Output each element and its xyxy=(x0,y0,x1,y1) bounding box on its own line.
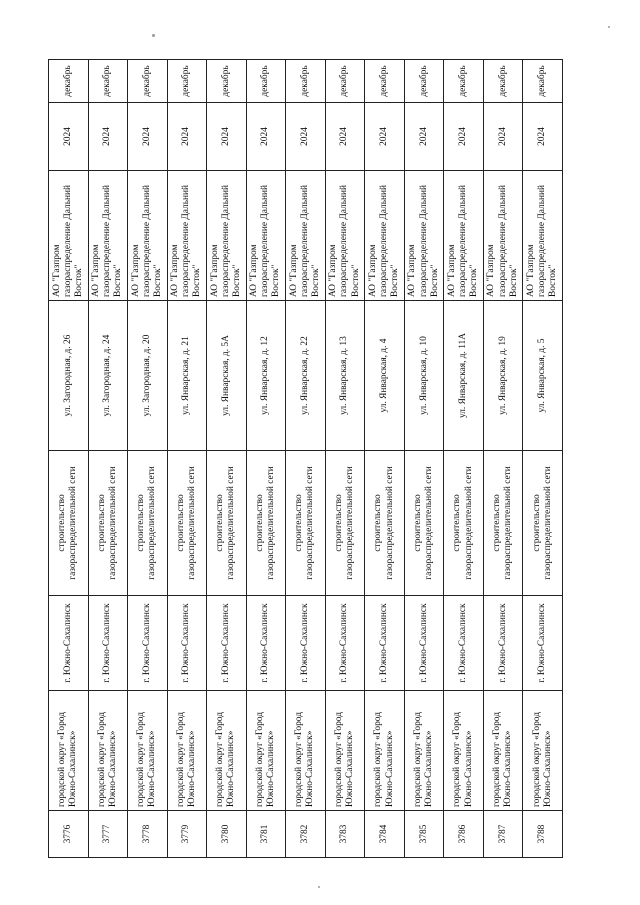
row-number-cell: 3777 xyxy=(88,811,128,858)
work-type-cell: строительство газораспределительной сети xyxy=(286,451,326,596)
month-cell: декабрь xyxy=(49,60,89,103)
table-row xyxy=(88,60,128,858)
month-cell: декабрь xyxy=(128,60,168,103)
year-cell: 2024 xyxy=(444,103,484,171)
district-cell: городской округ «Город Южно-Сахалинск» xyxy=(128,691,168,811)
month-cell: декабрь xyxy=(483,60,523,103)
work-type-cell: строительство газораспределительной сети xyxy=(365,451,405,596)
month-cell: декабрь xyxy=(286,60,326,103)
year-cell: 2024 xyxy=(207,103,247,171)
address-cell: ул. Загородная, д. 24 xyxy=(88,301,128,451)
rotated-table-container xyxy=(48,60,562,858)
address-cell: ул. Январская, д. 4 xyxy=(365,301,405,451)
table-row xyxy=(325,60,365,858)
table-body xyxy=(49,60,563,858)
district-cell: городской округ «Город Южно-Сахалинск» xyxy=(49,691,89,811)
address-cell: ул. Январская, д. 11А xyxy=(444,301,484,451)
organization-cell: АО "Газпром газораспределение Дальний Восток" xyxy=(246,171,286,301)
row-number-cell: 3786 xyxy=(444,811,484,858)
district-cell: городской округ «Город Южно-Сахалинск» xyxy=(404,691,444,811)
row-number-cell: 3776 xyxy=(49,811,89,858)
locality-cell: г. Южно-Сахалинск xyxy=(286,596,326,691)
month-cell: декабрь xyxy=(207,60,247,103)
district-cell: городской округ «Город Южно-Сахалинск» xyxy=(88,691,128,811)
month-cell: декабрь xyxy=(523,60,563,103)
locality-cell: г. Южно-Сахалинск xyxy=(523,596,563,691)
locality-cell: г. Южно-Сахалинск xyxy=(325,596,365,691)
year-cell: 2024 xyxy=(404,103,444,171)
district-cell: городской округ «Город Южно-Сахалинск» xyxy=(325,691,365,811)
gasification-schedule-table xyxy=(48,59,563,858)
month-cell: декабрь xyxy=(404,60,444,103)
locality-cell: г. Южно-Сахалинск xyxy=(207,596,247,691)
locality-cell: г. Южно-Сахалинск xyxy=(167,596,207,691)
scan-speck xyxy=(152,34,155,37)
table-row xyxy=(444,60,484,858)
work-type-cell: строительство газораспределительной сети xyxy=(246,451,286,596)
locality-cell: г. Южно-Сахалинск xyxy=(246,596,286,691)
row-number-cell: 3779 xyxy=(167,811,207,858)
work-type-cell: строительство газораспределительной сети xyxy=(325,451,365,596)
organization-cell: АО "Газпром газораспределение Дальний Восток" xyxy=(49,171,89,301)
row-number-cell: 3778 xyxy=(128,811,168,858)
year-cell: 2024 xyxy=(246,103,286,171)
organization-cell: АО "Газпром газораспределение Дальний Восток" xyxy=(523,171,563,301)
year-cell: 2024 xyxy=(286,103,326,171)
locality-cell: г. Южно-Сахалинск xyxy=(483,596,523,691)
work-type-cell: строительство газораспределительной сети xyxy=(483,451,523,596)
district-cell: городской округ «Город Южно-Сахалинск» xyxy=(365,691,405,811)
locality-cell: г. Южно-Сахалинск xyxy=(404,596,444,691)
month-cell: декабрь xyxy=(444,60,484,103)
organization-cell: АО "Газпром газораспределение Дальний Восток" xyxy=(365,171,405,301)
locality-cell: г. Южно-Сахалинск xyxy=(365,596,405,691)
locality-cell: г. Южно-Сахалинск xyxy=(444,596,484,691)
address-cell: ул. Январская, д. 21 xyxy=(167,301,207,451)
locality-cell: г. Южно-Сахалинск xyxy=(128,596,168,691)
year-cell: 2024 xyxy=(325,103,365,171)
year-cell: 2024 xyxy=(365,103,405,171)
month-cell: декабрь xyxy=(167,60,207,103)
address-cell: ул. Январская, д. 12 xyxy=(246,301,286,451)
work-type-cell: строительство газораспределительной сети xyxy=(167,451,207,596)
organization-cell: АО "Газпром газораспределение Дальний Восток" xyxy=(325,171,365,301)
row-number-cell: 3781 xyxy=(246,811,286,858)
address-cell: ул. Январская, д. 5 xyxy=(523,301,563,451)
table-row xyxy=(207,60,247,858)
month-cell: декабрь xyxy=(88,60,128,103)
organization-cell: АО "Газпром газораспределение Дальний Восток" xyxy=(88,171,128,301)
month-cell: декабрь xyxy=(365,60,405,103)
year-cell: 2024 xyxy=(49,103,89,171)
organization-cell: АО "Газпром газораспределение Дальний Восток" xyxy=(286,171,326,301)
organization-cell: АО "Газпром газораспределение Дальний Восток" xyxy=(404,171,444,301)
row-number-cell: 3784 xyxy=(365,811,405,858)
row-number-cell: 3780 xyxy=(207,811,247,858)
scan-speck xyxy=(608,26,610,28)
organization-cell: АО "Газпром газораспределение Дальний Восток" xyxy=(483,171,523,301)
address-cell: ул. Загородная, д. 20 xyxy=(128,301,168,451)
work-type-cell: строительство газораспределительной сети xyxy=(88,451,128,596)
district-cell: городской округ «Город Южно-Сахалинск» xyxy=(444,691,484,811)
address-cell: ул. Загородная, д. 26 xyxy=(49,301,89,451)
locality-cell: г. Южно-Сахалинск xyxy=(88,596,128,691)
district-cell: городской округ «Город Южно-Сахалинск» xyxy=(483,691,523,811)
organization-cell: АО "Газпром газораспределение Дальний Восток" xyxy=(444,171,484,301)
table-row xyxy=(128,60,168,858)
organization-cell: АО "Газпром газораспределение Дальний Восток" xyxy=(167,171,207,301)
district-cell: городской округ «Город Южно-Сахалинск» xyxy=(523,691,563,811)
district-cell: городской округ «Город Южно-Сахалинск» xyxy=(246,691,286,811)
row-number-cell: 3787 xyxy=(483,811,523,858)
address-cell: ул. Январская, д. 19 xyxy=(483,301,523,451)
year-cell: 2024 xyxy=(88,103,128,171)
work-type-cell: строительство газораспределительной сети xyxy=(404,451,444,596)
row-number-cell: 3785 xyxy=(404,811,444,858)
address-cell: ул. Январская, д. 5А xyxy=(207,301,247,451)
table-row xyxy=(523,60,563,858)
year-cell: 2024 xyxy=(483,103,523,171)
table-row xyxy=(49,60,89,858)
organization-cell: АО "Газпром газораспределение Дальний Восток" xyxy=(128,171,168,301)
work-type-cell: строительство газораспределительной сети xyxy=(207,451,247,596)
table-row xyxy=(404,60,444,858)
locality-cell: г. Южно-Сахалинск xyxy=(49,596,89,691)
work-type-cell: строительство газораспределительной сети xyxy=(444,451,484,596)
work-type-cell: строительство газораспределительной сети xyxy=(49,451,89,596)
year-cell: 2024 xyxy=(167,103,207,171)
scan-speck xyxy=(318,886,320,888)
table-row xyxy=(167,60,207,858)
district-cell: городской округ «Город Южно-Сахалинск» xyxy=(286,691,326,811)
month-cell: декабрь xyxy=(246,60,286,103)
year-cell: 2024 xyxy=(128,103,168,171)
district-cell: городской округ «Город Южно-Сахалинск» xyxy=(167,691,207,811)
organization-cell: АО "Газпром газораспределение Дальний Восток" xyxy=(207,171,247,301)
address-cell: ул. Январская, д. 22 xyxy=(286,301,326,451)
table-row xyxy=(246,60,286,858)
table-row xyxy=(365,60,405,858)
year-cell: 2024 xyxy=(523,103,563,171)
row-number-cell: 3783 xyxy=(325,811,365,858)
row-number-cell: 3788 xyxy=(523,811,563,858)
work-type-cell: строительство газораспределительной сети xyxy=(523,451,563,596)
table-row xyxy=(286,60,326,858)
month-cell: декабрь xyxy=(325,60,365,103)
table-row xyxy=(483,60,523,858)
work-type-cell: строительство газораспределительной сети xyxy=(128,451,168,596)
address-cell: ул. Январская, д. 13 xyxy=(325,301,365,451)
address-cell: ул. Январская, д. 10 xyxy=(404,301,444,451)
district-cell: городской округ «Город Южно-Сахалинск» xyxy=(207,691,247,811)
row-number-cell: 3782 xyxy=(286,811,326,858)
